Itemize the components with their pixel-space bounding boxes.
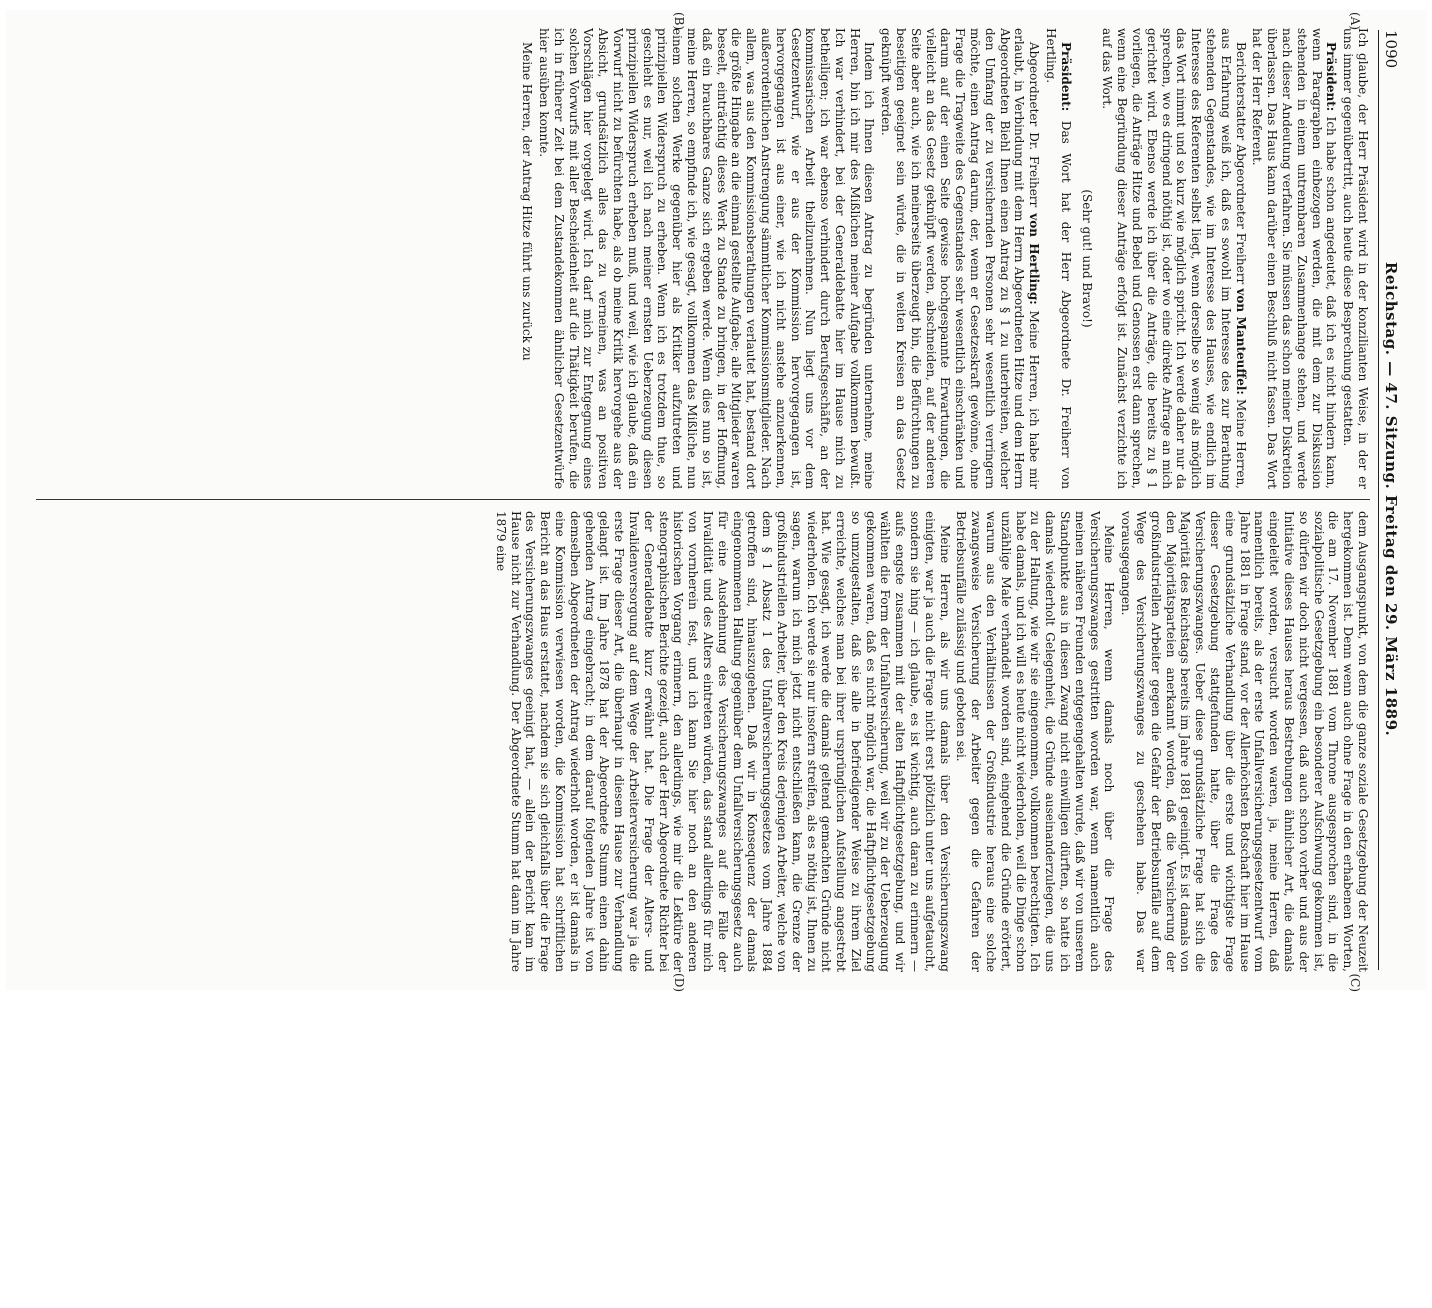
margin-marker-b: (B) [672, 12, 686, 31]
speaker-title: Abgeordneter Dr. Freiherr [1027, 42, 1042, 208]
paragraph: Meine Herren, wenn damals noch über die Frage des Versicherungszwanges gestritten worden war, wenn namentlich auch meinen näheren Freunden entgegengehalten wurde, daß wir von unserem Standpunkte aus in diesen Zwang nicht einwilligen dürften, so hatte ich damals wiederholt Gelegenheit, die Gründe auseinanderzulegen, die uns zu der Haltung, wie wir sie eingenommen, vollkommen berechtigten. Ich habe damals, und ich will es heute nicht wiederholen, weil die Dinge schon unzählige Male verhandelt worden sind, eingehend die Gründe erörtert, warum aus den Verhältnissen der Großindustrie heraus eine solche zwangsweise Versicherung der Arbeiter gegen die Gefahren der Betriebsunfälle zulässig und geboten sei. [954, 511, 1117, 972]
paragraph-text: Ich habe schon angedeutet, daß ich es nicht hindern kann, wenn Paragraphen einbezogen werden, die mit dem zur Diskussion stehenden in einem untrennbaren Zusammenhange stehen, und werde nach dieser Andeutung verfahren. Sie müssen das schon meiner Diskretion überlassen. Das Haus kann darüber einen Beschluß nicht fassen. Das Wort hat der Herr Referent. [1250, 28, 1339, 489]
paragraph: Ich glaube, der Herr Präsident wird in der konzilianten Weise, in der er uns immer gegenübertritt, auch heute diese Besprechung gestatten. [1341, 28, 1370, 489]
paragraph: Meine Herren, als wir uns damals über den Versicherungszwang einigten, war ja auch die Frage nicht erst plötzlich unter uns aufgetaucht, sondern sie hing — ich glaube, es ist wichtig, auch daran zu erinnern — aufs engste zusammen mit der alten Haftpflichtgesetzgebung, und wir wählten die Form der Unfallversicherung, weil wir zu der Ueberzeugung gekommen waren, daß es nicht möglich war, die Haftpflichtgesetzgebung so umzugestalten, daß sie alle in befriedigender Weise zu ihrem Ziel erreichte, welches man bei ihrer ursprünglichen Aufstellung angestrebt hat. Wie gesagt, ich werde die damals geltend gemachten Gründe nicht wiederholen. Ich werde sie nur insofern streifen, als es nöthig ist, Ihnen zu sagen, warum ich mich jetzt nicht entschließen kann, die Grenze der großindustriellen Arbeiter, über den Kreis derjenigen Arbeiter, welche von dem § 1 Absatz 1 des Unfallversicherungsgesetzes vom Jahre 1884 getroffen sind, hinauszugehen. Daß wir in Konsequenz der damals eingenommenen Haltung gegenüber dem Unfallversicherungsgesetz auch für eine Ausdehnung des Versicherungszwanges auf die Fälle der Invalidität und des Alters eintreten würden, das stand allerdings für mich von vornherein fest, und ich kann Sie hier noch an den anderen historischen Vorgang erinnern, den allerdings, wie mir die Lektüre der stenographischen Berichte gezeigt, auch der Herr Abgeordnete Richter bei der Generaldebatte kurz erwähnt hat. Die Frage der Alters- und Invalidenversorgung auf dem Wege der Arbeiterversicherung war ja die erste Frage dieser Art, die überhaupt in diesem Hause zur Verhandlung gelangt ist. Im Jahre 1878 hat der Abgeordnete Stumm einen dahin gehenden Antrag eingebracht; in dem darauf folgenden Jahre ist von demselben Abgeordneten der Antrag wiederholt worden, er ist damals in eine Kommission verwiesen worden, die Kommission hat schriftlichen Bericht an das Haus erstattet, nachdem sie sich gleichfalls über die Frage des Versicherungszwanges geeinigt hat, — allein der Bericht kam im Hause nicht zur Verhandlung. Der Abgeordnete Stumm hat dann im Jahre 1879 eine [493, 511, 952, 972]
paragraph-text: Meine Herren, ich habe mir erlaubt, in Verbindung mit dem Herrn Abgeordneten Hitze und dem Herrn Abgeordneten Biehl Ihnen einen Antrag zu § 1 zu unterbreiten, welcher den Umfang der zu versichernden Personen sehr wesentlich verringern möchte, einen Antrag darum, der, wenn er Gesetzeskraft gewönne, ohne Frage die Tragweite des Gegenstandes sehr wesentlich einschränken und darum auf der einen Seite gewisse hochgespannte Erwartungen, die vielleicht an das Gesetz geknüpft werden, abschneiden, auf der anderen Seite aber auch, wie ich meinerseits überzeugt bin, die Befürchtungen zu beseitigen geeignet sein würde, die in weiten Kreisen an das Gesetz geknüpft werden. [879, 28, 1042, 489]
page-number: 1090 [1382, 30, 1400, 69]
right-column [36, 511, 1370, 972]
speaker-name: Präsident: [1324, 42, 1339, 112]
paragraph [879, 28, 1042, 489]
document-page [6, 10, 1426, 990]
margin-marker-d: (D) [672, 973, 686, 992]
paragraph [1250, 28, 1339, 489]
speaker-name: von Hertling: [1027, 213, 1042, 305]
paragraph: Meine Herren, der Antrag Hitze führt uns zurück zu [520, 42, 535, 361]
left-column [36, 28, 1370, 489]
paragraph [1100, 28, 1248, 489]
speaker-title: Berichterstatter Abgeordneter Freiherr [1233, 42, 1248, 285]
running-title: Reichstag. — 47. Sitzung. Freitag den 29. März 1889. [1382, 261, 1400, 737]
paragraph-text: Das Wort hat der Herr Abgeordnete Dr. Freiherr von Hertling. [1044, 28, 1073, 489]
margin-marker-c: (C) [1348, 973, 1362, 992]
page-header [1378, 30, 1412, 970]
applause-note: (Sehr gut! und Bravo!) [1079, 189, 1094, 328]
paragraph: dem Ausgangspunkt, von dem die ganze soziale Gesetzgebung der Neuzeit hergekommen ist. Denn wenn auch ohne Frage in den erhabenen Worten, die am 17. November 1881 vom Throne ausgesprochen sind, in die sozialpolitische Gesetzgebung ein besonderer Aufschwung gekommen ist, so dürfen wir doch nicht vergessen, daß auch schon vorher und aus der Initiative dieses Hauses heraus Bestrebungen ähnlicher Art, die damals eingeleitet worden, versucht worden waren, ja, meine Herren, daß namentlich bereits, als der erste Unfallversicherungsgesetzentwurf vom Jahre 1881 in Frage stand, vor der Allerhöchsten Botschaft hier im Hause eine grundsätzliche Verhandlung über die erste und wichtigste Frage dieser Gesetzgebung stattgefunden hatte, über die Frage des Versicherungszwanges. Ueber diese grundsätzliche Frage hat sich die Majorität des Reichstags bereits im Jahre 1881 geeinigt. Es ist damals von den Majoritätsparteien anerkannt worden, daß die Versicherung der großindustriellen Arbeiter gegen die Gefahr der Betriebsunfälle auf dem Wege des Versicherungszwanges zu geschehen habe. Das war vorausgegangen. [1119, 511, 1370, 972]
paragraph-text: Meine Herren, aus Erfahrung weiß ich, daß es sowohl im Interesse des zur Berathung stehenden Gegenstandes, wie im Interesse des Hauses, wie endlich im Interesse des Referenten selbst liegt, wenn derselbe so wenig als möglich das Wort nimmt und so kurz wie möglich spricht. Ich werde daher nur da sprechen, wo es dringend nöthig ist, oder wo eine direkte Anfrage an mich gerichtet wird. Ebenso werde ich über die Anträge, die bereits zu § 1 vorliegen, die Anträge Hitze und Bebel und Genossen erst dann sprechen, wenn eine Begründung dieser Anträge erfolgt ist. Zunächst verzichte ich auf das Wort. [1100, 28, 1248, 489]
paragraph [1043, 28, 1073, 489]
speaker-name: Präsident: [1058, 42, 1073, 112]
speaker-name: von Manteuffel: [1233, 288, 1248, 395]
margin-marker-a: (A) [1348, 12, 1362, 31]
text-columns [36, 28, 1370, 972]
paragraph: Indem ich Ihnen diesen Antrag zu begründen unternehme, meine Herren, bin ich mir des Mißlichen meiner Aufgabe vollkommen bewußt. Ich war verhindert, bei der Generaldebatte hier im Hause mich zu betheiligen; ich war ebenso verhindert durch Berufsgeschäfte, an der kommissarischen Arbeit theilzunehmen. Nun liegt uns vor dem Gesetzentwurf, wie er aus der Kommission hervorgegangen ist, hervorgegangen ist aus einer, wie ich nicht anstehe anzuerkennen, außerordentlichen Anstrengung sämmtlicher Kommissionsmitglieder. Nach allem, was aus den Kommissionsberathungen verlautet hat, bestand dort die größte Hingabe an die einmal gestellte Aufgabe; alle Mitglieder waren beseelt, einträchtig dieses Werk zu Stande zu bringen, in der Hoffnung, daß ein brauchbares Ganze sich ergeben werde. Wenn dies nun so ist, meine Herren, so empfinde ich, wie gesagt, vollkommen das Mißliche, nun einem solchen Werke gegenüber hier als Kritiker aufzutreten und prinzipiellen Widerspruch zu erheben. Wenn ich es trotzdem thue, so geschieht es nur, weil ich nach meiner ernsten Ueberzeugung diesen prinzipiellen Widerspruch erheben muß, und weil, wie ich glaube, daß ein Vorwurf nicht zu befürchten habe, als ob meine Kritik hervorgehe aus der Absicht, grundsätzlich alles das zu verneinen, was an positiven Vorschlägen hier vorgelegt wird. Ich darf mich zur Entgegnung eines solchen Vorwurfs mit aller Bescheidenheit auf die Thätigkeit berufen, die ich in früherer Zeit bei dem Zustandekommen ähnlicher Gesetzentwürfe hier ausüben konnte. [536, 28, 877, 489]
